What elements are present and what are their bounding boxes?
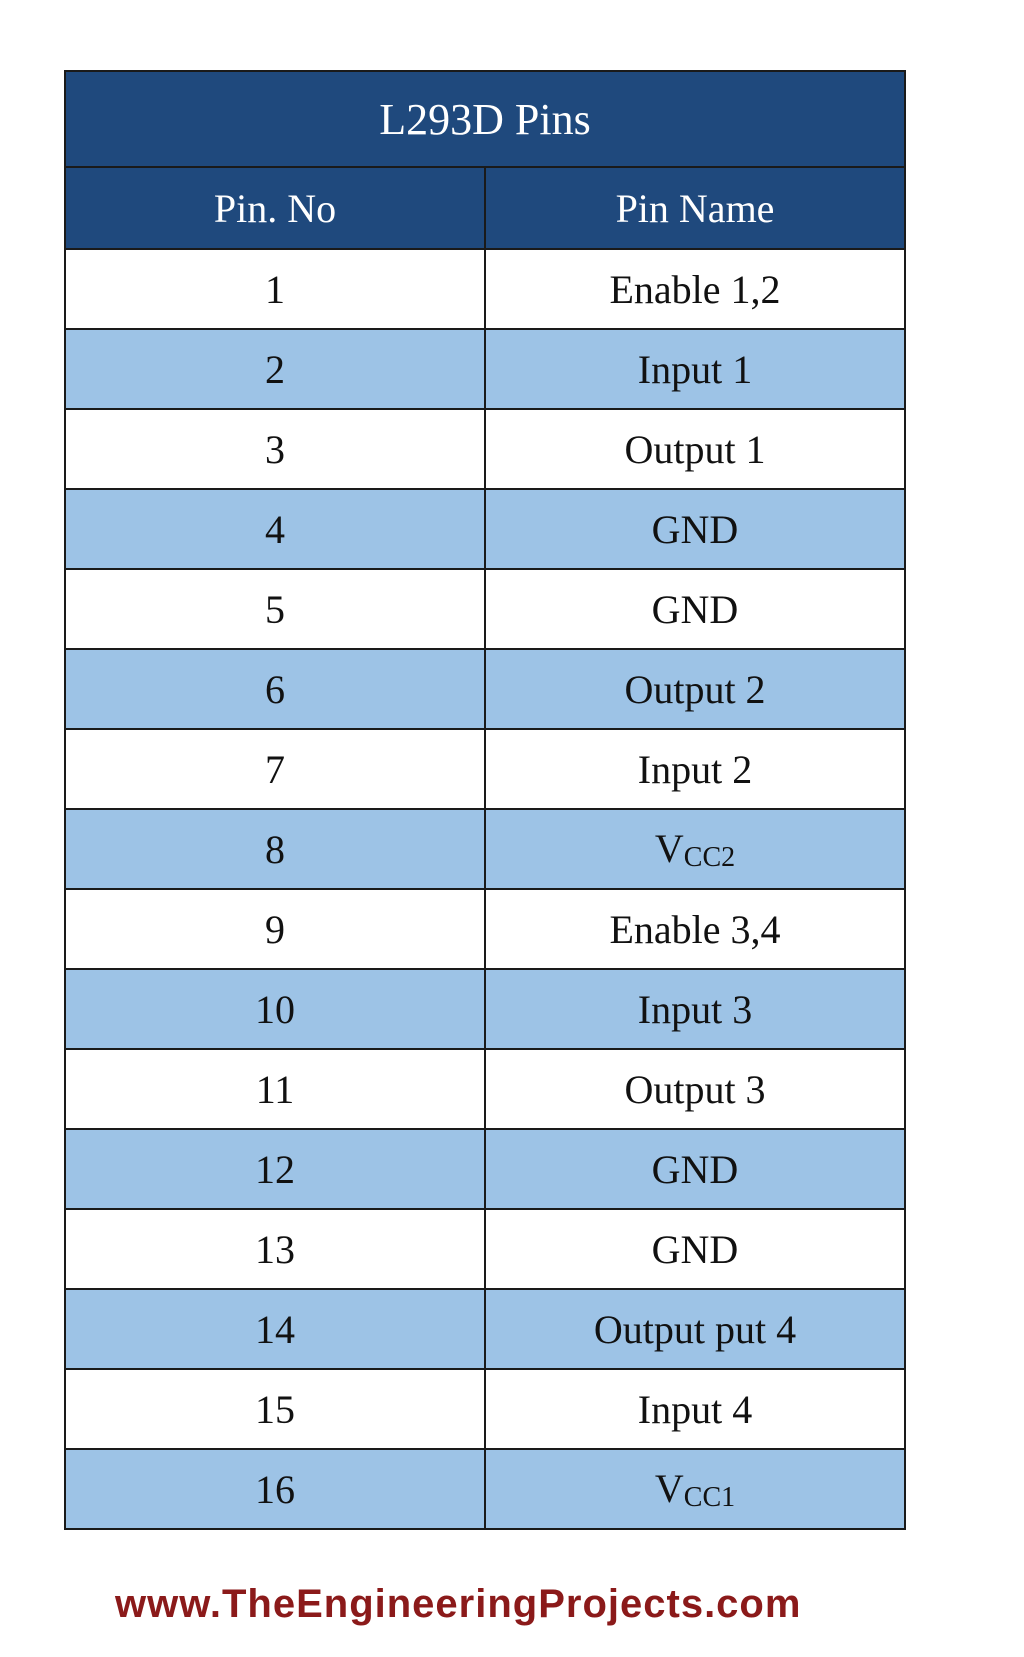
pin-name-text: GND: [651, 1146, 739, 1192]
pin-name-text: Input 4: [637, 1386, 753, 1432]
pin-number-cell: 3: [65, 409, 485, 489]
pin-name-cell: [485, 889, 905, 969]
pin-name-cell: [485, 1449, 905, 1529]
pin-name-cell: [485, 1289, 905, 1369]
table-row: [65, 1449, 905, 1529]
table-row: [65, 1369, 905, 1449]
pin-name-cell: [485, 1369, 905, 1449]
pin-name-text: Output put 4: [593, 1306, 797, 1352]
table-row: [65, 969, 905, 1049]
watermark-text: www.TheEngineeringProjects.com: [115, 1582, 802, 1626]
pin-name-subscript: CC2: [683, 841, 736, 873]
pin-name-subscript: CC1: [683, 1481, 736, 1513]
table-row: [65, 889, 905, 969]
table-row: [65, 1209, 905, 1289]
pin-number-cell: 11: [65, 1049, 485, 1129]
pin-name-cell: [485, 809, 905, 889]
pin-name-cell: [485, 249, 905, 329]
pin-name-cell: [485, 1049, 905, 1129]
pin-name-text: Enable 3,4: [609, 906, 781, 952]
pin-name-text: Input 3: [637, 986, 753, 1032]
table-row: [65, 1049, 905, 1129]
pin-number-cell: 5: [65, 569, 485, 649]
pin-name-text: V: [654, 1465, 684, 1511]
pin-name-cell: [485, 649, 905, 729]
table-row: [65, 649, 905, 729]
table-row: [65, 729, 905, 809]
pin-number-cell: 1: [65, 249, 485, 329]
pin-number-cell: 6: [65, 649, 485, 729]
pin-number-cell: 12: [65, 1129, 485, 1209]
column-header-pin-name: Pin Name: [485, 167, 905, 249]
pin-table: [64, 70, 906, 1530]
pin-name-text: Output 2: [624, 666, 766, 712]
pin-name-cell: [485, 409, 905, 489]
pin-table-container: [64, 70, 906, 1530]
pin-number-cell: 10: [65, 969, 485, 1049]
pin-number-cell: 14: [65, 1289, 485, 1369]
table-title-row: [65, 71, 905, 167]
pin-name-cell: [485, 569, 905, 649]
table-row: [65, 809, 905, 889]
pin-name-text: GND: [651, 1226, 739, 1272]
table-body: [65, 249, 905, 1529]
table-row: [65, 1129, 905, 1209]
pin-name-cell: [485, 489, 905, 569]
table-row: [65, 489, 905, 569]
pin-number-cell: 15: [65, 1369, 485, 1449]
pin-name-cell: [485, 1209, 905, 1289]
pin-number-cell: 16: [65, 1449, 485, 1529]
table-header-row: [65, 167, 905, 249]
pin-name-text: V: [654, 825, 684, 871]
pin-name-cell: [485, 329, 905, 409]
table-row: [65, 569, 905, 649]
pin-number-cell: 7: [65, 729, 485, 809]
column-header-pin-no: Pin. No: [65, 167, 485, 249]
pin-name-text: GND: [651, 586, 739, 632]
pin-name-text: Output 3: [624, 1066, 766, 1112]
table-row: [65, 1289, 905, 1369]
pin-name-text: Input 1: [637, 346, 753, 392]
table-row: [65, 249, 905, 329]
pin-name-cell: [485, 1129, 905, 1209]
pin-name-cell: [485, 729, 905, 809]
table-title: L293D Pins: [65, 71, 905, 167]
pin-number-cell: 13: [65, 1209, 485, 1289]
pin-number-cell: 9: [65, 889, 485, 969]
pin-name-text: Enable 1,2: [609, 266, 781, 312]
table-row: [65, 329, 905, 409]
pin-number-cell: 2: [65, 329, 485, 409]
table-row: [65, 409, 905, 489]
pin-number-cell: 8: [65, 809, 485, 889]
pin-name-cell: [485, 969, 905, 1049]
pin-name-text: Input 2: [637, 746, 753, 792]
pin-number-cell: 4: [65, 489, 485, 569]
pin-name-text: GND: [651, 506, 739, 552]
pin-name-text: Output 1: [624, 426, 766, 472]
